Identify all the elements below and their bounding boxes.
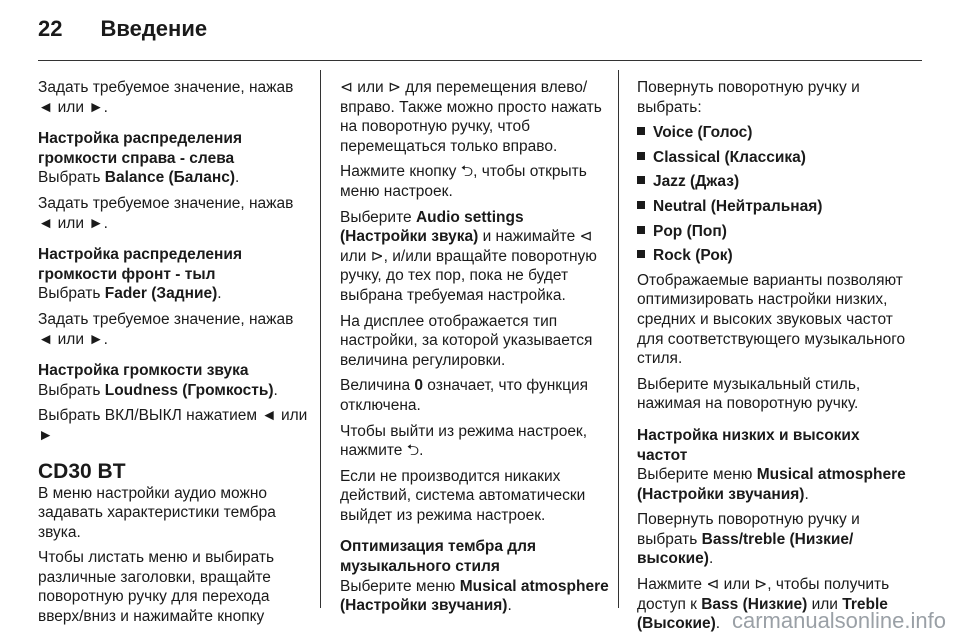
bullet-square-icon <box>637 127 645 135</box>
paragraph: Чтобы листать меню и выбирать различные заголовки, вращайте поворотную ручку для перехода вверх/вниз и нажимайте кнопку <box>38 549 275 626</box>
paragraph: Задать требуемое значение, нажав ◄ или ►. <box>38 79 294 116</box>
paragraph: Выберите меню Musical atmosphere (Настройки звучания). <box>340 577 609 615</box>
bullet-square-icon <box>637 250 645 258</box>
paragraph: Нажмите кнопку ⮌, чтобы открыть меню настроек. <box>340 163 587 200</box>
paragraph: Задать требуемое значение, нажав ◄ или ►. <box>38 194 294 232</box>
section-heading: Оптимизация тембра для музыкального стиля <box>340 538 537 576</box>
section-heading: Настройка распределения громкости фронт - тыл <box>38 246 242 283</box>
watermark: carmanualsonline.info <box>731 608 946 633</box>
list-item: Pop (Поп) <box>637 222 909 242</box>
bullet-square-icon <box>637 201 645 209</box>
section-heading: Настройка громкости звука <box>38 362 249 380</box>
paragraph: Выберите музыкальный стиль, нажимая на поворотную ручку. <box>637 375 861 413</box>
paragraph: На дисплее отображается тип настройки, за которой указывается величина регулировки. <box>340 312 593 369</box>
list-item: Voice (Голос) <box>637 123 909 143</box>
paragraph: Нажмите ⊲ или ⊳, чтобы получить доступ к Bass (Низкие) или Treble (Высокие). <box>637 576 890 633</box>
paragraph: Выбрать Fader (Задние). <box>38 285 222 303</box>
page-title: Введение <box>100 16 208 41</box>
style-list <box>637 123 909 266</box>
column-divider <box>320 70 321 608</box>
section-title: CD30 BT <box>38 459 126 483</box>
column-3 <box>637 78 909 640</box>
list-item: Rock (Рок) <box>637 246 909 266</box>
list-item: Jazz (Джаз) <box>637 172 909 192</box>
column-divider <box>618 70 619 608</box>
paragraph: Выберите Audio settings (Настройки звука) и нажимайте ⊲ или ⊳, и/или вращайте поворотную ручку, до тех пор, пока не будет выбрана требуемая настройка. <box>340 208 597 304</box>
page-header <box>38 16 207 42</box>
paragraph: Если не производится никаких действий, система автоматически выйдет из режима настроек. <box>340 467 586 524</box>
paragraph: Выбрать Loudness (Громкость). <box>38 381 278 399</box>
paragraph: Величина 0 означает, что функция отключена. <box>340 377 589 414</box>
column-1 <box>38 78 310 633</box>
page-number: 22 <box>38 16 63 41</box>
paragraph: Задать требуемое значение, нажав ◄ или ►. <box>38 310 294 348</box>
paragraph: В меню настройки аудио можно задавать характеристики тембра звука. <box>38 484 276 541</box>
paragraph: Повернуть поворотную ручку и выбрать: <box>637 79 860 116</box>
paragraph: Выбрать Balance (Баланс). <box>38 169 240 187</box>
header-rule <box>38 60 922 61</box>
paragraph: Выбрать ВКЛ/ВЫКЛ нажатием ◄ или ► <box>38 407 308 444</box>
paragraph: Чтобы выйти из режима настроек, нажмите ⮌. <box>340 422 588 460</box>
paragraph: Повернуть поворотную ручку и выбрать Bass/treble (Низкие/высокие). <box>637 511 860 568</box>
section-heading: Настройка распределения громкости справа - слева <box>38 130 242 167</box>
bullet-square-icon <box>637 152 645 160</box>
list-item: Neutral (Нейтральная) <box>637 197 909 217</box>
section-heading: Настройка низких и высоких частот <box>637 426 860 464</box>
list-item: Classical (Классика) <box>637 148 909 168</box>
bullet-square-icon <box>637 226 645 234</box>
paragraph: ⊲ или ⊳ для перемещения влево/вправо. Также можно просто нажать на поворотную ручку, чтоб перемещаться только вправо. <box>340 79 602 155</box>
paragraph: Отображаемые варианты позволяют оптимизировать настройки низких, средних и высоких звуковых частот для соответствующего музыкального стиля. <box>637 271 906 368</box>
bullet-square-icon <box>637 176 645 184</box>
paragraph: Выберите меню Musical atmosphere (Настройки звучания). <box>637 466 906 503</box>
column-2 <box>340 78 612 622</box>
